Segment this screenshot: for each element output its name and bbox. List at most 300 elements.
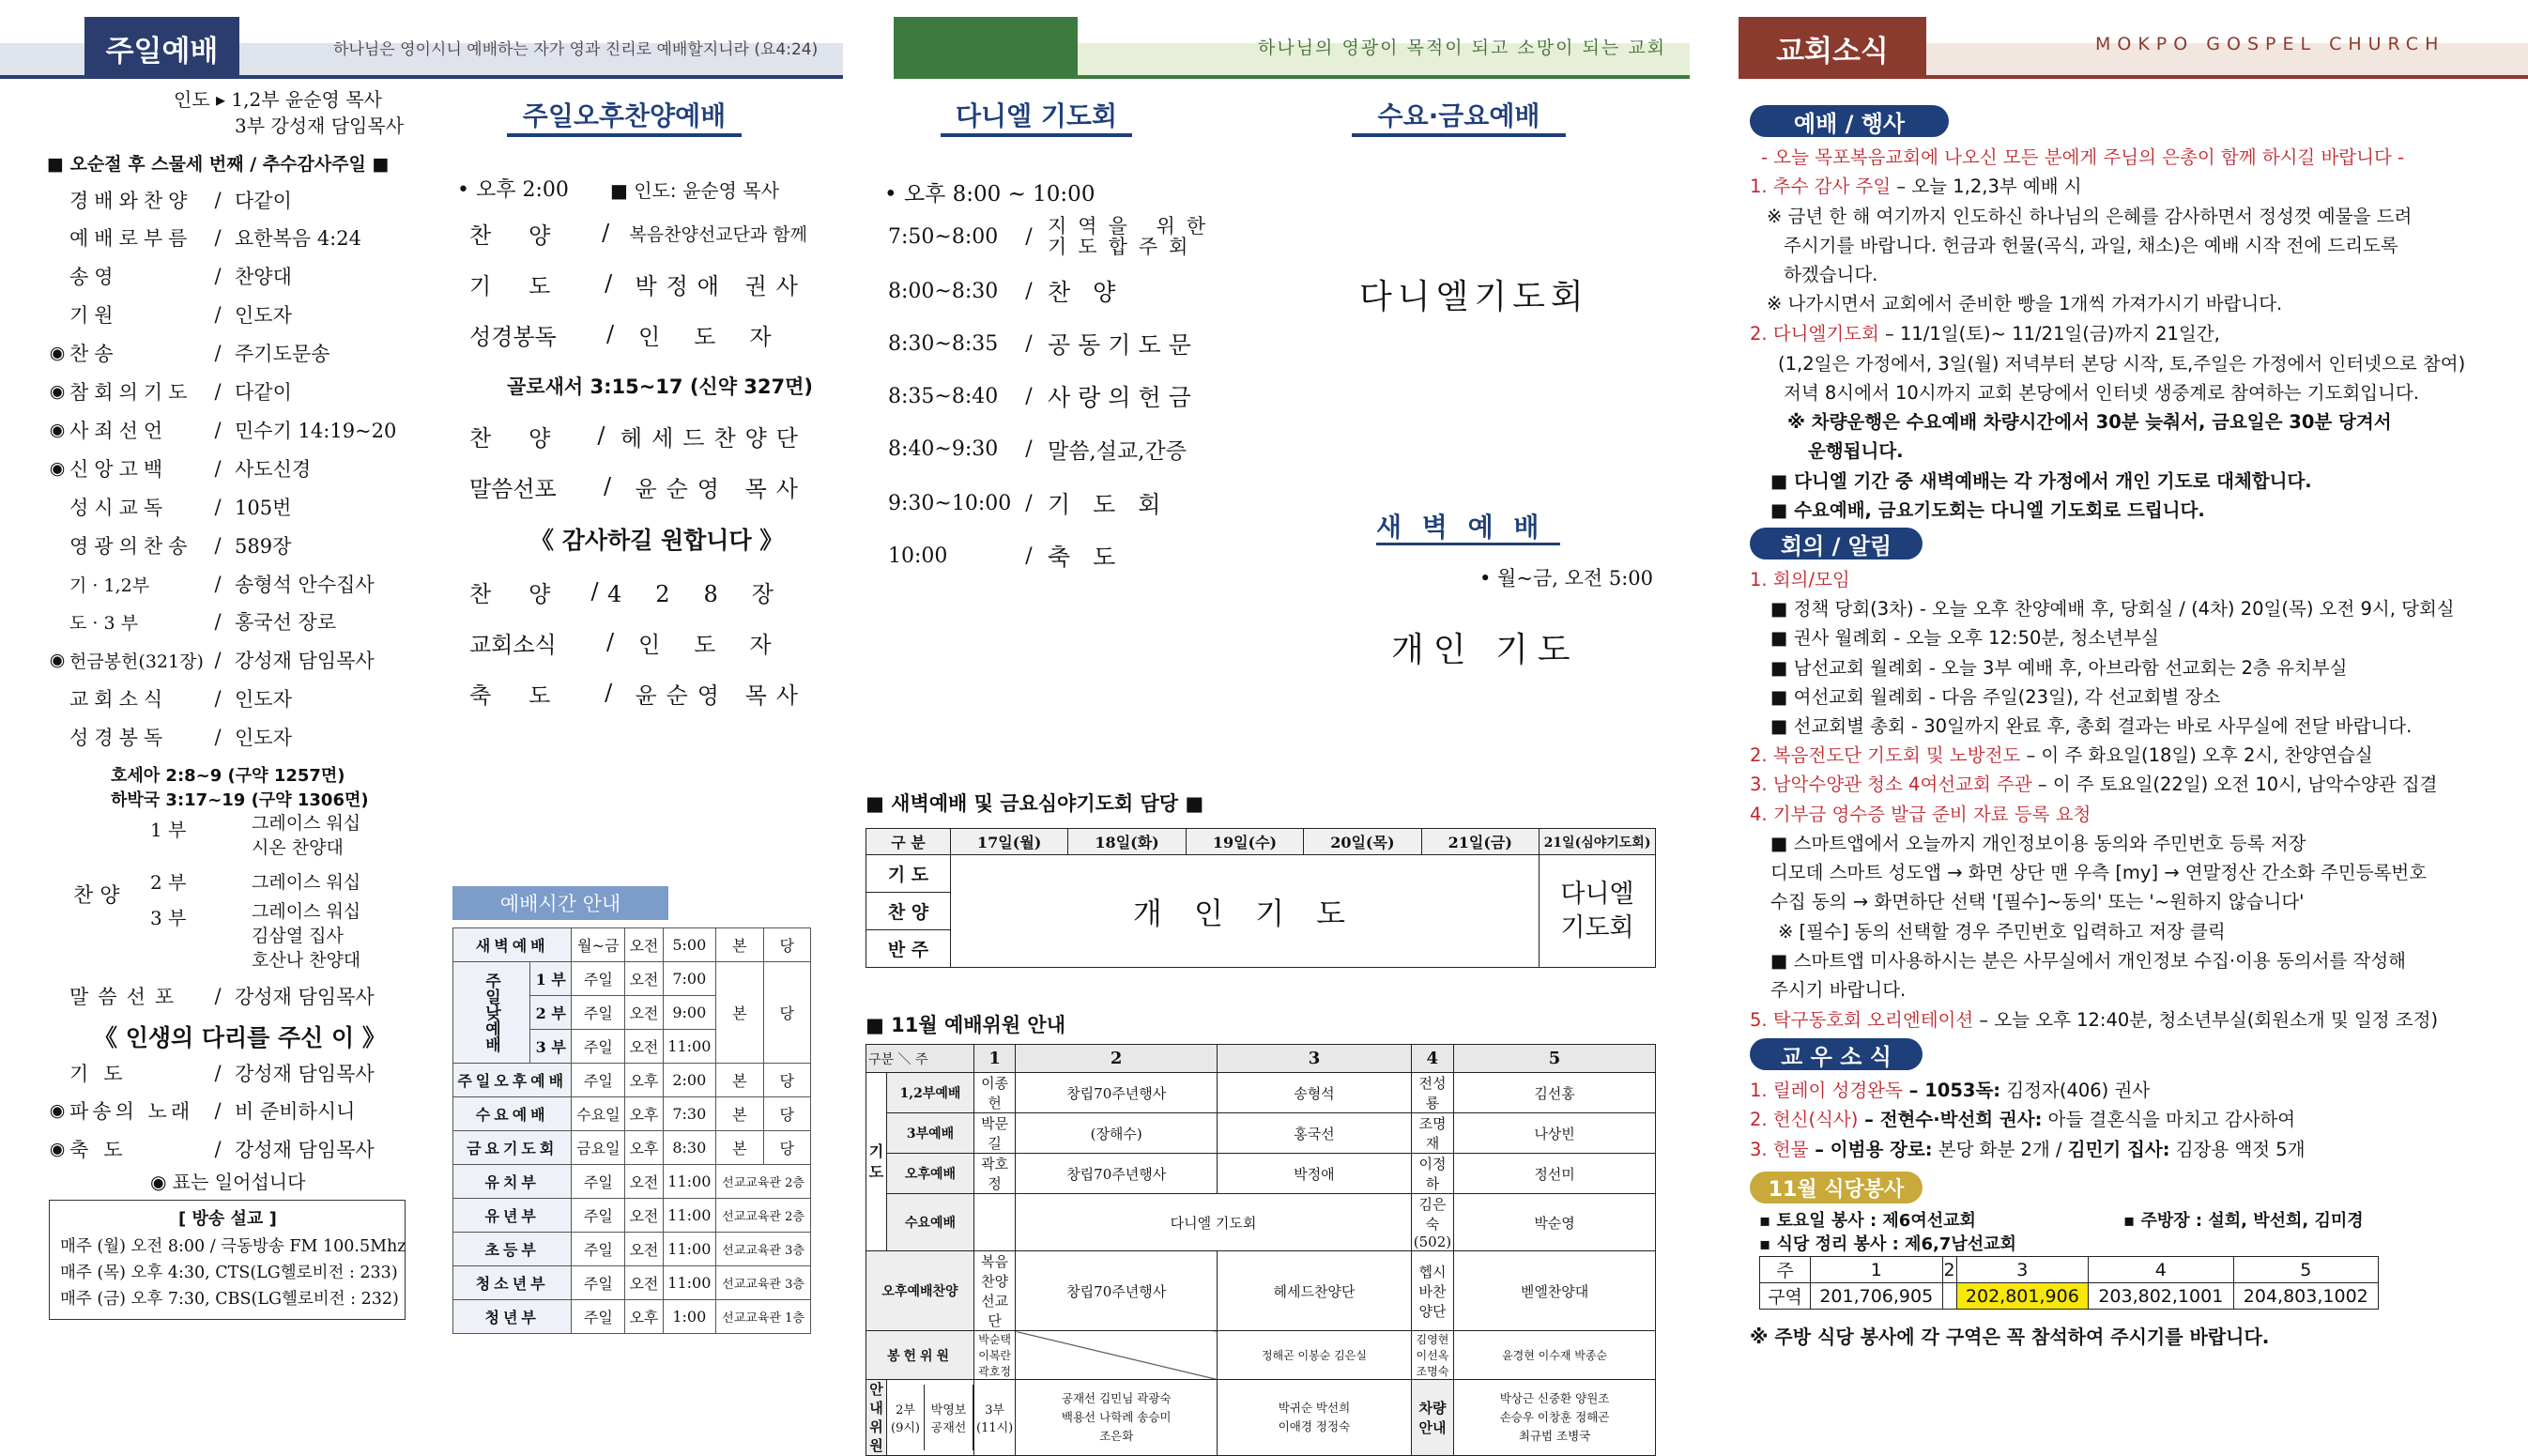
pill-meetings: 회의 / 알림 [1750, 528, 1923, 559]
broadcast-line-3: 매주 (금) 오후 7:30, CBS(LG헬로비전 : 232) [60, 1290, 399, 1309]
committee-row [866, 1113, 1656, 1154]
schedule-time: 11:00 [663, 1266, 716, 1300]
dt-h5: 21일(금) [1421, 829, 1539, 855]
worship-row [45, 491, 291, 523]
daniel-row [888, 325, 1231, 362]
afternoon-leader: 인도자 [638, 323, 805, 350]
broadcast-line-1: 매주 (월) 오전 8:00 / 극동방송 FM 100.5Mhz [60, 1237, 406, 1256]
worship-leader: 홍국선 장로 [235, 611, 337, 634]
schedule-row [453, 962, 811, 996]
stand-mark: ◉ [49, 458, 66, 479]
service-title: ■ 오순절 후 스물세 번째 / 추수감사주일 ■ [47, 154, 390, 175]
schedule-time: 7:00 [663, 962, 716, 996]
schedule-table [452, 927, 811, 1334]
church-english-name: MOKPO GOSPEL CHURCH [2095, 34, 2445, 54]
schedule-time: 9:00 [663, 996, 716, 1030]
schedule-time: 2:00 [663, 1064, 716, 1097]
committee-service: 수요예배 [887, 1194, 974, 1251]
choir-2-name: 그레이스 워십 [252, 872, 361, 893]
member-2 [1750, 1105, 2295, 1131]
kt-r1: 201,706,905 [1811, 1283, 1943, 1310]
choir-label: 찬 양 [73, 884, 120, 908]
ct-h1: 주 [914, 1051, 928, 1067]
schedule-name: 유년부 [453, 1199, 572, 1233]
guide-inner [887, 1385, 973, 1450]
ct-h4: 3 [1218, 1045, 1412, 1073]
guide-names: 박귀순 박선희 이애경 정정숙 [1218, 1380, 1412, 1456]
meeting-2-detail: – 이 주 화요일(18일) 오후 2시, 찬양연습실 [2020, 744, 2373, 766]
kt-h2: 2 [1942, 1257, 1956, 1283]
slash-divider: / [214, 649, 222, 671]
schedule-row [453, 1097, 811, 1131]
news-1-title: 1. 추수 감사 주일 [1750, 176, 1892, 197]
worship-item: 사죄선언 [69, 420, 169, 442]
worship-row [45, 184, 292, 216]
schedule-day: 금요일 [572, 1131, 625, 1165]
tab-church-news: 교회소식 [1739, 17, 1926, 79]
worship-leader: 인도자 [235, 727, 292, 749]
schedule-time: 11:00 [663, 1165, 716, 1199]
member-3-who2: 김민기 집사: [2067, 1139, 2170, 1160]
daniel-row [888, 430, 1231, 467]
schedule-name: 초등부 [453, 1233, 572, 1266]
committee-cell: 창립70주년행사 [1016, 1154, 1218, 1194]
schedule-ampm: 오전 [625, 1030, 663, 1064]
daniel-row [888, 484, 1231, 522]
kitchen-chef: ▪ 주방장 : 설희, 박선희, 김미경 [2123, 1211, 2364, 1231]
news-2-detail: – 11/1일(토)~ 11/21일(금)까지 21일간, [1878, 323, 2220, 345]
committee-row [866, 1194, 1656, 1251]
news-1 [1750, 172, 2082, 198]
committee-choir-cell: 복음찬양선교단 [974, 1251, 1016, 1331]
schedule-time: 8:30 [663, 1131, 716, 1165]
news-2-d: 저녁 8시에서 10시까지 교회 본당에서 인터넷 생중계로 참여하는 기도회입니다. [1784, 382, 2419, 404]
news-1-e: 하겠습니다. [1784, 264, 1878, 285]
dt-h4: 20일(목) [1304, 829, 1421, 855]
member-2-who: – 전현수·박선희 권사: [1858, 1109, 2043, 1130]
schedule-place2: 당 [763, 1097, 810, 1131]
guide-cells [887, 1380, 974, 1456]
schedule-ampm: 오후 [625, 1300, 663, 1334]
kt-h3: 3 [1956, 1257, 2089, 1283]
dawn-time: • 월~금, 오전 5:00 [1479, 567, 1653, 590]
schedule-place2: 당 [763, 1131, 810, 1165]
afternoon-item: 찬양 [469, 424, 589, 452]
slash-divider: / [605, 321, 615, 347]
daniel-time-slot: 8:30~8:35 [888, 331, 999, 356]
schedule-place2: 당 [763, 1064, 810, 1097]
worship-item: 기원 [69, 304, 119, 327]
committee-service: 1,2부예배 [887, 1073, 974, 1113]
worship-item: 교회소식 [69, 688, 169, 711]
dt-h3: 19일(수) [1186, 829, 1303, 855]
slash-divider: / [602, 220, 610, 246]
pill-member-news: 교 우 소 식 [1750, 1038, 1923, 1070]
slash-divider: / [605, 629, 615, 655]
schedule-place2: 당 [763, 928, 810, 962]
schedule-day: 주일 [572, 1030, 625, 1064]
closing-item: 기도 [69, 1063, 138, 1085]
committee-cell: 송형석 [1218, 1073, 1412, 1113]
schedule-day: 주일 [572, 1266, 625, 1300]
dt-h1: 17일(월) [951, 829, 1068, 855]
schedule-time: 11:00 [663, 1233, 716, 1266]
kt-r0: 구역 [1760, 1283, 1811, 1310]
slash-divider: / [603, 473, 612, 499]
stand-mark: ◉ [49, 1100, 66, 1121]
closing-row [45, 1133, 375, 1165]
committee-cell: 김은숙(502) [1411, 1194, 1453, 1251]
afternoon-item: 찬양 [469, 580, 589, 607]
schedule-ampm: 오전 [625, 1165, 663, 1199]
kitchen-footer: ※ 주방 식당 봉사에 각 구역은 꼭 참석하여 주시기를 바랍니다. [1750, 1326, 2270, 1348]
worship-item: 헌금봉헌(321장) [69, 651, 204, 672]
guide-part: 2부 (9시) [887, 1385, 925, 1450]
schedule-day: 주일 [572, 1199, 625, 1233]
news-2-title: 2. 다니엘기도회 [1750, 323, 1879, 345]
broadcast-line-2: 매주 (목) 오후 4:30, CTS(LG헬로비전 : 233) [60, 1264, 398, 1282]
schedule-name: 금요기도회 [453, 1131, 572, 1165]
news-2-c: (1,2일은 가정에서, 3일(월) 저녁부터 본당 시작, 토,주일은 가정에서 인터넷으로 참여) [1778, 353, 2466, 375]
daniel-time-slot: 8:35~8:40 [888, 384, 999, 408]
sermon-row: 말씀선포 / 강성재 담임목사 [45, 980, 375, 1012]
committee-cell: (장해수) [1016, 1113, 1218, 1154]
schedule-title: 예배시간 안내 [452, 886, 668, 920]
worship-leader: 강성재 담임목사 [235, 650, 375, 672]
closing-item: 파송의 노래 [69, 1100, 194, 1123]
meeting-5-detail: – 오늘 오후 12:40분, 청소년부실(회원소개 및 일정 조정) [1973, 1009, 2439, 1031]
afternoon-leader: 윤순영 목사 [635, 682, 807, 709]
guide-part: 3부 (11시) [974, 1380, 1016, 1456]
dt-last: 다니엘 기도회 [1540, 855, 1656, 968]
stand-mark: ◉ [49, 1139, 66, 1159]
afternoon-item: 축도 [469, 682, 589, 709]
meeting-4d: ※ [필수] 동의 선택할 경우 주민번호 입력하고 저장 클릭 [1778, 921, 2226, 943]
ct-h2: 1 [974, 1045, 1016, 1073]
schedule-day: 주일 [572, 1233, 625, 1266]
schedule-place: 본 [716, 962, 763, 1064]
committee-cell: 박순영 [1454, 1194, 1656, 1251]
wedfri-text: 다니엘기도회 [1359, 278, 1589, 316]
schedule-name: 새벽예배 [453, 928, 572, 962]
daniel-title: 다니엘 기도회 [941, 96, 1132, 137]
worship-row [45, 452, 311, 484]
daniel-item: 찬 양 [1048, 279, 1124, 306]
committee-cell: 다니엘 기도회 [1016, 1194, 1412, 1251]
afternoon-scripture: 골로새서 3:15~17 (신약 327면) [507, 375, 814, 398]
kt-h1: 1 [1811, 1257, 1943, 1283]
kt-h0: 주 [1760, 1257, 1811, 1283]
news-2-h: ■ 수요예배, 금요기도회는 다니엘 기도회로 드립니다. [1770, 499, 2205, 521]
daniel-row [888, 377, 1231, 415]
schedule-time: 11:00 [663, 1030, 716, 1064]
header-verse: 하나님은 영이시니 예배하는 자가 영과 진리로 예배할지니라 (요4:24) [333, 40, 819, 59]
slash-divider: / [1025, 544, 1033, 568]
schedule-place: 본 [716, 1097, 763, 1131]
news-1-f: ※ 나가시면서 교회에서 준비한 빵을 1개씩 가져가시기 바랍니다. [1767, 293, 2283, 314]
schedule-place: 본 [716, 1064, 763, 1097]
worship-row [45, 222, 361, 253]
committee-group [866, 1073, 887, 1251]
committee-choir-cell: 헤세드찬양단 [1218, 1251, 1412, 1331]
schedule-place2: 당 [763, 962, 810, 1064]
daniel-time-slot: 10:00 [888, 544, 948, 568]
stand-mark: ◉ [49, 420, 66, 440]
pill-worship-events: 예배 / 행사 [1750, 105, 1949, 137]
worship-row [45, 414, 396, 446]
meeting-3-title: 3. 남악수양관 청소 4여선교회 주관 [1750, 774, 2032, 795]
committee-cell: 김선홍 [1454, 1073, 1656, 1113]
schedule-name: 청소년부 [453, 1266, 572, 1300]
daniel-time-slot: 7:50~8:00 [888, 224, 999, 249]
worship-item: 경배와찬양 [69, 190, 193, 212]
dawn-underline [1376, 543, 1560, 545]
schedule-day: 주일 [572, 1064, 625, 1097]
worship-item: 찬송 [69, 343, 119, 365]
slash-divider: / [214, 496, 222, 518]
schedule-row [453, 1233, 811, 1266]
news-1-detail: – 오늘 1,2,3부 예배 시 [1891, 176, 2082, 197]
afternoon-row [469, 265, 807, 302]
kt-r4: 203,802,1001 [2089, 1283, 2233, 1310]
schedule-time: 11:00 [663, 1199, 716, 1233]
closing-row [45, 1095, 355, 1126]
daniel-item: 사랑의헌금 [1048, 384, 1199, 411]
slash-divider: / [1025, 491, 1033, 515]
schedule-name: 2 부 [530, 996, 572, 1030]
member-3-detail2: 김장용 액젓 5개 [2169, 1139, 2306, 1160]
stand-mark: ◉ [49, 343, 66, 363]
afternoon-time: • 오후 2:00 [457, 178, 569, 202]
schedule-row [453, 1165, 811, 1199]
member-1-count: – 1053독: [1902, 1080, 2001, 1101]
daniel-item: 지역을 위한 기도합주회 [1048, 215, 1218, 258]
dt-h6: 21일(심야기도회) [1540, 829, 1656, 855]
schedule-name: 수요예배 [453, 1097, 572, 1131]
worship-leader: 589장 [235, 535, 292, 558]
schedule-time: 7:30 [663, 1097, 716, 1131]
afternoon-row [469, 623, 807, 661]
slash-divider: / [214, 419, 222, 441]
closing-leader: 비 준비하시니 [235, 1100, 356, 1123]
worship-row [45, 721, 292, 753]
worship-row [45, 529, 291, 561]
sermon-preacher: 강성재 담임목사 [235, 986, 375, 1008]
slash-divider: / [214, 726, 222, 748]
schedule-row [453, 1131, 811, 1165]
meeting-4e: ■ 스마트앱 미사용하시는 분은 사무실에서 개인정보 수집·이용 동의서를 작성해 [1770, 950, 2406, 972]
guide-names: 공재선 김민님 곽광숙 백용선 나학례 송승미 조은화 [1016, 1380, 1218, 1456]
dawn-table [866, 828, 1656, 968]
dt-h0: 구 분 [866, 829, 951, 855]
kt-r5: 204,803,1002 [2233, 1283, 2378, 1310]
slash-divider: / [214, 303, 222, 326]
choir-3-name: 그레이스 워십 김삼열 집사 호산나 찬양대 [252, 901, 361, 971]
kt-h5: 5 [2233, 1257, 2378, 1283]
worship-leader: 인도자 [235, 304, 292, 327]
worship-leader: 민수기 14:19~20 [235, 420, 397, 442]
afternoon-leader: 428장 [607, 580, 807, 607]
schedule-place: 본 [716, 928, 763, 962]
schedule-ampm: 오전 [625, 1266, 663, 1300]
afternoon-row [469, 674, 807, 712]
meeting-1a: ■ 정책 당회(3차) - 오늘 오후 찬양예배 후, 당회실 / (4차) 20일(목) 오전 9시, 당회실 [1770, 598, 2455, 620]
sermon-label: 말씀선포 [69, 986, 184, 1008]
afternoon-row [469, 417, 807, 454]
offering-names: 김영현 이선옥 조명숙 [1411, 1331, 1453, 1380]
meeting-1: 1. 회의/모임 [1750, 569, 1850, 590]
dawn-title: 새 벽 예 배 [1376, 512, 1545, 543]
committee-cell [974, 1194, 1016, 1251]
ct-h5: 4 [1411, 1045, 1453, 1073]
committee-cell: 창립70주년행사 [1016, 1073, 1218, 1113]
slash-divider: / [605, 270, 613, 297]
news-1-c: ※ 금년 한 해 여기까지 인도하신 하나님의 은혜를 감사하면서 정성껏 예물을 드려 [1767, 206, 2413, 227]
member-2-detail: 아들 결혼식을 마치고 감사하여 [2042, 1109, 2296, 1130]
meeting-4c: 수집 동의 → 화면하단 선택 '[필수]~동의' 또는 '~원하지 않습니다' [1770, 891, 2305, 912]
choir-3-part: 3 부 [150, 907, 187, 929]
ct-h6: 5 [1454, 1045, 1656, 1073]
committee-group-char1: 기 [868, 1142, 884, 1160]
schedule-place: 선교교육관 1층 [716, 1300, 811, 1334]
worship-item: 예배로부름 [69, 227, 193, 250]
schedule-place: 선교교육관 3층 [716, 1266, 811, 1300]
choir-2-part: 2 부 [150, 871, 187, 894]
schedule-group: 주일낮예배 [453, 962, 530, 1064]
worship-row [45, 605, 336, 637]
committee-cell: 정선미 [1454, 1154, 1656, 1194]
worship-item: 참회의기도 [69, 381, 193, 404]
schedule-name: 주일오후예배 [453, 1064, 572, 1097]
green-header-block [894, 17, 1078, 79]
afternoon-row [469, 214, 807, 252]
closing-row [45, 1057, 375, 1089]
afternoon-row [469, 315, 807, 353]
worship-leader: 다같이 [235, 190, 292, 212]
slash-divider: / [1025, 384, 1033, 408]
slash-divider: / [1025, 224, 1033, 249]
worship-leader: 찬양대 [235, 266, 292, 288]
schedule-row [453, 1300, 811, 1334]
worship-row [45, 260, 292, 292]
committee-cell: 조명재 [1411, 1113, 1453, 1154]
car-label: 차량안내 [1411, 1380, 1453, 1456]
slash-divider: / [214, 610, 222, 633]
schedule-time: 1:00 [663, 1300, 716, 1334]
slash-divider: / [214, 1138, 222, 1160]
dt-merged: 개 인 기 도 [951, 855, 1540, 968]
schedule-ampm: 오전 [625, 1233, 663, 1266]
meeting-3 [1750, 770, 2437, 796]
slash-divider: / [1025, 279, 1033, 303]
afternoon-leader: 인도자 [638, 631, 805, 658]
member-3-who1: – 이범용 장로: [1808, 1139, 1933, 1160]
worship-leader: 요한복음 4:24 [235, 227, 361, 250]
committee-cell: 나상빈 [1454, 1113, 1656, 1154]
afternoon-item: 말씀선포 [469, 475, 557, 502]
schedule-ampm: 오전 [625, 962, 663, 996]
member-3 [1750, 1135, 2306, 1161]
schedule-ampm: 오후 [625, 1131, 663, 1165]
standing-note: ◉ 표는 일어섭니다 [150, 1171, 306, 1193]
news-2-f: 운행됩니다. [1808, 440, 1904, 462]
committee-title: ■ 11월 예배위원 안내 [866, 1014, 1065, 1036]
schedule-ampm: 오후 [625, 1064, 663, 1097]
dawn-text: 개인 기도 [1391, 631, 1580, 669]
committee-group-char2: 도 [868, 1162, 884, 1181]
daniel-row [888, 272, 1231, 310]
committee-guide-label: 안내위원 [866, 1380, 887, 1456]
leader-block: 인도 ▸ 1,2부 윤순영 목사 3부 강성재 담임목사 [174, 88, 404, 137]
news-2-g: ■ 다니엘 기간 중 새벽예배는 각 가정에서 개인 기도로 대체합니다. [1770, 470, 2312, 492]
meeting-1e: ■ 선교회별 총회 - 30일까지 완료 후, 총회 결과는 바로 사무실에 전달 바랍니다. [1770, 715, 2413, 737]
schedule-ampm: 오전 [625, 928, 663, 962]
slash-divider: / [214, 573, 222, 595]
welcome: - 오늘 목포복음교회에 나오신 모든 분에게 주님의 은총이 함께 하시길 바랍니다 - [1761, 146, 2405, 168]
member-3-title: 3. 헌물 [1750, 1139, 1809, 1160]
committee-cell: 이정하 [1411, 1154, 1453, 1194]
closing-leader: 강성재 담임목사 [235, 1139, 375, 1161]
sermon-title: 《 인생의 다리를 주신 이 》 [94, 1024, 386, 1051]
afternoon-item: 기도 [469, 272, 589, 299]
schedule-ampm: 오후 [625, 1097, 663, 1131]
committee-guide-row [866, 1380, 1656, 1456]
closing-leader: 강성재 담임목사 [235, 1063, 375, 1085]
schedule-day: 월~금 [572, 928, 625, 962]
tab-sunday-worship: 주일예배 [84, 17, 239, 79]
scripture-1: 호세아 2:8~9 (구약 1257면) [111, 766, 345, 786]
leader-label: 인도 [174, 88, 210, 111]
worship-leader: 인도자 [235, 688, 292, 711]
slash-divider: / [1025, 331, 1033, 356]
committee-offering-row [866, 1331, 1656, 1380]
afternoon-item: 성경봉독 [469, 323, 557, 350]
daniel-time-slot: 8:40~9:30 [888, 437, 999, 461]
choir-1-part: 1 부 [150, 819, 187, 841]
worship-item: 신앙고백 [69, 458, 169, 481]
meeting-4a: ■ 스마트앱에서 오늘까지 개인정보이용 동의와 주민번호 등록 저장 [1770, 833, 2306, 854]
daniel-row [888, 215, 1231, 258]
daniel-time-slot: 8:00~8:30 [888, 279, 999, 303]
afternoon-row [469, 573, 807, 610]
meeting-3-detail: – 이 주 토요일(22일) 오전 10시, 남악수양관 집결 [2031, 774, 2438, 795]
daniel-item: 축 도 [1048, 544, 1124, 571]
schedule-row [453, 928, 811, 962]
schedule-name: 3 부 [530, 1030, 572, 1064]
slash-divider: / [214, 534, 222, 557]
committee-choir-cell: 창립70주년행사 [1016, 1251, 1218, 1331]
slash-divider: / [214, 687, 222, 710]
stand-mark: ◉ [49, 650, 66, 670]
slash-divider: / [214, 1062, 222, 1084]
daniel-item: 말씀,설교,간증 [1048, 438, 1187, 464]
committee-cell: 홍국선 [1218, 1113, 1412, 1154]
offering-names: 정해곤 이봉순 김은실 [1218, 1331, 1412, 1380]
daniel-time: • 오후 8:00 ~ 10:00 [884, 182, 1095, 207]
stand-mark: ◉ [49, 381, 66, 402]
daniel-item: 기 도 회 [1048, 491, 1169, 518]
worship-row [45, 568, 375, 600]
slash-divider: / [214, 342, 222, 364]
ct-h0: 구분 [868, 1051, 895, 1067]
committee-cell: 전성룡 [1411, 1073, 1453, 1113]
meeting-5 [1750, 1005, 2438, 1032]
schedule-row [453, 1064, 811, 1097]
worship-item: 도 · 3 부 [69, 612, 138, 634]
guide-part: 박영보 공재선 [925, 1385, 973, 1450]
dawn-table-title: ■ 새벽예배 및 금요심야기도회 담당 ■ [866, 792, 1204, 815]
news-2-e: ※ 차량운행은 수요예배 차량시간에서 30분 늦춰서, 금요일은 30분 당겨서 [1787, 411, 2392, 433]
